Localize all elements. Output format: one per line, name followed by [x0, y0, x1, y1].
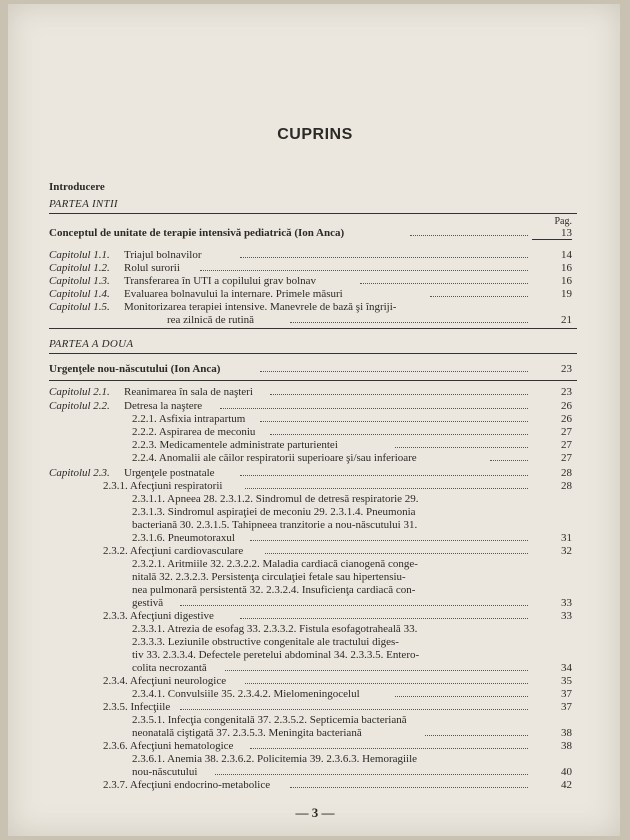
page-number: 37	[561, 688, 572, 700]
chapter-label: Capitolul 1.4.	[49, 288, 110, 300]
entry-title: tiv 33. 2.3.3.4. Defectele peretelui abdominal 34. 2.3.3.5. Entero-	[132, 649, 422, 661]
entry-title: gestivă	[132, 597, 166, 609]
page-number: 37	[561, 701, 572, 713]
part-two-heading-row	[0, 363, 630, 376]
part-one-heading-row	[0, 227, 630, 240]
page-number: 16	[561, 275, 572, 287]
leader-dots	[200, 270, 528, 271]
chapter-title: Monitorizarea terapiei intensive. Manevrele de bază şi îngriji-	[124, 301, 399, 313]
page-number: 33	[561, 597, 572, 609]
toc-row	[0, 249, 630, 262]
entry-title: 2.2.4. Anomalii ale căilor respiratorii superioare şi/sau inferioare	[132, 452, 420, 464]
page-number: 23	[561, 363, 572, 375]
leader-dots	[225, 670, 528, 671]
leader-dots	[290, 322, 528, 323]
toc-row	[0, 675, 630, 688]
leader-dots	[265, 553, 528, 554]
toc-row	[0, 779, 630, 792]
part-two-heading: Urgenţele nou-născutului (Ion Anca)	[49, 363, 223, 375]
toc-row	[0, 519, 630, 532]
leader-dots	[425, 735, 528, 736]
chapter-label: Capitolul 1.5.	[49, 301, 110, 313]
toc-row	[0, 766, 630, 779]
entry-title: 2.3.3.3. Leziunile obstructive congenitale ale tractului diges-	[132, 636, 402, 648]
page-number: 38	[561, 727, 572, 739]
chapter-label: Capitolul 1.1.	[49, 249, 110, 261]
page-number: 28	[561, 467, 572, 479]
leader-dots	[180, 709, 528, 710]
chapter-label: Capitolul 2.1.	[49, 386, 110, 398]
leader-dots	[250, 748, 528, 749]
toc-row	[0, 262, 630, 275]
toc-row	[0, 740, 630, 753]
entry-title: 2.3.1.1. Apneea 28. 2.3.1.2. Sindromul de detresă respiratorie 29.	[132, 493, 422, 505]
entry-title: Urgenţele postnatale	[124, 467, 218, 479]
part-one-heading: Conceptul de unitate de terapie intensivă pediatrică (Ion Anca)	[49, 227, 347, 239]
toc-row	[0, 584, 630, 597]
chapter-label: Capitolul 1.2.	[49, 262, 110, 274]
leader-dots	[360, 283, 528, 284]
page-column-header: Pag.	[554, 216, 572, 227]
entry-title: 2.3.3.1. Atrezia de esofag 33. 2.3.3.2. Fistula esofagotraheală 33.	[132, 623, 420, 635]
toc-row	[0, 288, 630, 301]
toc-row	[0, 571, 630, 584]
part-one-rule	[49, 213, 577, 214]
entry-title: 2.3.2.1. Aritmiile 32. 2.3.2.2. Maladia cardiacă cianogenă conge-	[132, 558, 421, 570]
toc-row	[0, 493, 630, 506]
toc-row	[0, 400, 630, 413]
entry-title: 2.3.5.1. Infecţia congenitală 37. 2.3.5.2. Septicemia bacteriană	[132, 714, 410, 726]
entry-title: nitală 32. 2.3.2.3. Persistenţa circulaţiei fetale sau hipertensiu-	[132, 571, 409, 583]
toc-row	[0, 532, 630, 545]
toc-row	[0, 301, 630, 314]
entry-title: 2.3.1. Afecţiuni respiratorii	[103, 480, 225, 492]
entry-title: 2.3.6.1. Anemia 38. 2.3.6.2. Policitemia 39. 2.3.6.3. Hemoragiile	[132, 753, 420, 765]
leader-dots	[490, 460, 528, 461]
toc-row	[0, 688, 630, 701]
toc-row	[0, 649, 630, 662]
part-two-rule	[49, 353, 577, 354]
leader-dots	[270, 394, 528, 395]
leader-dots	[245, 488, 528, 489]
toc-row	[0, 662, 630, 675]
entry-title: 2.3.5. Infecţiile	[103, 701, 173, 713]
toc-row	[0, 413, 630, 426]
chapter-title: Evaluarea bolnavului la internare. Primele măsuri	[124, 288, 346, 300]
toc-row	[0, 480, 630, 493]
leader-dots	[240, 618, 528, 619]
page-number: 23	[561, 386, 572, 398]
page-number: 34	[561, 662, 572, 674]
page-number: 13	[532, 227, 572, 240]
page-title: CUPRINS	[277, 126, 353, 143]
page-number: 27	[561, 426, 572, 438]
entry-title: 2.3.1.3. Sindromul aspiraţiei de meconiu 29. 2.3.1.4. Pneumonia	[132, 506, 419, 518]
toc-row	[0, 727, 630, 740]
page-number: 14	[561, 249, 572, 261]
toc-row	[0, 597, 630, 610]
part-one-end-rule	[49, 328, 577, 329]
chapter-title: Transferarea în UTI a copilului grav bolnav	[124, 275, 319, 287]
toc-row	[0, 467, 630, 480]
toc-row	[0, 558, 630, 571]
toc-row	[0, 545, 630, 558]
page-number: 27	[561, 439, 572, 451]
page-number: 32	[561, 545, 572, 557]
entry-title: 2.3.6. Afecţiuni hematologice	[103, 740, 236, 752]
entry-title: 2.3.4. Afecţiuni neurologice	[103, 675, 229, 687]
entry-title: neonatală ciştigată 37. 2.3.5.3. Meningita bacteriană	[132, 727, 365, 739]
chapter-title: Triajul bolnavilor	[124, 249, 205, 261]
leader-dots	[270, 434, 528, 435]
page-number: 21	[561, 314, 572, 326]
part-two-label: PARTEA A DOUA	[49, 338, 134, 350]
entry-title: 2.3.3. Afecţiuni digestive	[103, 610, 217, 622]
toc-row	[0, 623, 630, 636]
toc-row	[0, 386, 630, 399]
leader-dots	[410, 235, 528, 236]
entry-title: 2.2.2. Aspirarea de meconiu	[132, 426, 258, 438]
entry-title: 2.3.7. Afecţiuni endocrino-metabolice	[103, 779, 273, 791]
part-one-label: PARTEA INTII	[49, 198, 118, 210]
page-number: 42	[561, 779, 572, 791]
page-number: 19	[561, 288, 572, 300]
page-number-footer: — 3 —	[295, 805, 335, 820]
leader-dots	[395, 447, 528, 448]
entry-title: 2.2.3. Medicamentele administrate parturientei	[132, 439, 341, 451]
page-number: 28	[561, 480, 572, 492]
page-number: 26	[561, 413, 572, 425]
leader-dots	[240, 475, 528, 476]
leader-dots	[430, 296, 528, 297]
toc-row	[0, 452, 630, 465]
intro-entry: Introducere	[49, 181, 105, 193]
entry-title: 2.3.1.6. Pneumotoraxul	[132, 532, 238, 544]
toc-row	[0, 506, 630, 519]
page-number: 16	[561, 262, 572, 274]
toc-row	[0, 610, 630, 623]
entry-title: Reanimarea în sala de naşteri	[124, 386, 256, 398]
leader-dots	[290, 787, 528, 788]
chapter-label: Capitolul 1.3.	[49, 275, 110, 287]
chapter-title: Rolul surorii	[124, 262, 183, 274]
toc-row	[0, 636, 630, 649]
page-number: 33	[561, 610, 572, 622]
entry-title: nou-născutului	[132, 766, 200, 778]
toc-row	[0, 714, 630, 727]
entry-title: nea pulmonară persistentă 32. 2.3.2.4. Insuficienţa cardiacă con-	[132, 584, 418, 596]
leader-dots	[240, 257, 528, 258]
toc-row	[0, 753, 630, 766]
toc-row	[0, 701, 630, 714]
chapter-label: Capitolul 2.3.	[49, 467, 110, 479]
chapter-title: rea zilnică de rutină	[167, 314, 257, 326]
page-number: 27	[561, 452, 572, 464]
entry-title: 2.3.2. Afecţiuni cardiovasculare	[103, 545, 246, 557]
page-number: 38	[561, 740, 572, 752]
leader-dots	[260, 371, 528, 372]
entry-title: bacteriană 30. 2.3.1.5. Tahipneea tranzitorie a nou-născutului 31.	[132, 519, 420, 531]
entry-title: Detresa la naştere	[124, 400, 205, 412]
leader-dots	[260, 421, 528, 422]
entry-title: 2.3.4.1. Convulsiile 35. 2.3.4.2. Mielomeningocelul	[132, 688, 363, 700]
page-number: 40	[561, 766, 572, 778]
leader-dots	[250, 540, 528, 541]
toc-row	[0, 275, 630, 288]
leader-dots	[220, 408, 528, 409]
entry-title: 2.2.1. Asfixia intrapartum	[132, 413, 248, 425]
page-number: 26	[561, 400, 572, 412]
page-number: 35	[561, 675, 572, 687]
entry-title: colita necrozantă	[132, 662, 210, 674]
leader-dots	[180, 605, 528, 606]
leader-dots	[245, 683, 528, 684]
leader-dots	[215, 774, 528, 775]
page-number: 31	[561, 532, 572, 544]
toc-row	[0, 426, 630, 439]
chapter-label: Capitolul 2.2.	[49, 400, 110, 412]
toc-row	[0, 314, 630, 327]
part-two-heading-rule	[49, 380, 577, 381]
leader-dots	[395, 696, 528, 697]
toc-row	[0, 439, 630, 452]
